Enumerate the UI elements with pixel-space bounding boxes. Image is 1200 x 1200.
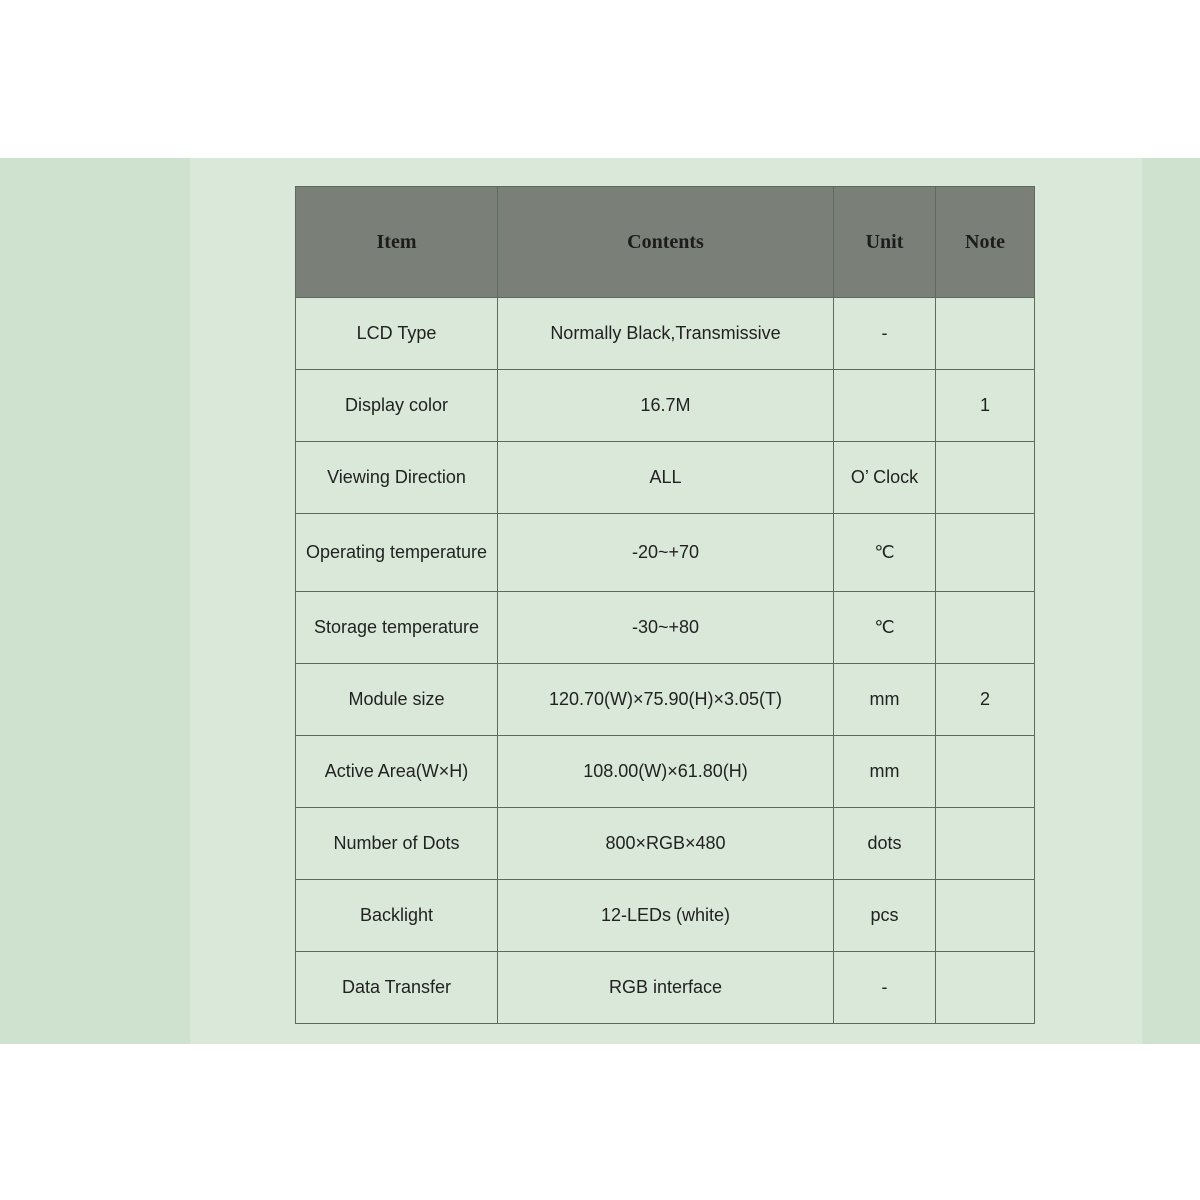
header-unit: Unit [834,187,936,298]
specification-table [295,186,1035,1024]
cell-item: Number of Dots [296,808,498,880]
cell-contents: 16.7M [498,370,834,442]
cell-item: Operating temperature [296,514,498,592]
cell-contents: -30~+80 [498,592,834,664]
cell-item: Storage temperature [296,592,498,664]
cell-contents: Normally Black,Transmissive [498,298,834,370]
cell-contents: 800×RGB×480 [498,808,834,880]
cell-note [936,880,1035,952]
cell-item: Backlight [296,880,498,952]
cell-note [936,736,1035,808]
cell-unit: - [834,952,936,1024]
cell-note [936,298,1035,370]
table-row [296,370,1035,442]
cell-unit [834,370,936,442]
cell-item: Active Area(W×H) [296,736,498,808]
cell-unit: mm [834,664,936,736]
cell-item: Module size [296,664,498,736]
cell-note: 1 [936,370,1035,442]
table-row [296,808,1035,880]
cell-unit: ℃ [834,514,936,592]
table-row [296,880,1035,952]
cell-item: Data Transfer [296,952,498,1024]
cell-note [936,952,1035,1024]
cell-item: Display color [296,370,498,442]
cell-unit: ℃ [834,592,936,664]
cell-contents: -20~+70 [498,514,834,592]
table-row [296,442,1035,514]
table-row [296,514,1035,592]
cell-contents: 108.00(W)×61.80(H) [498,736,834,808]
cell-unit: - [834,298,936,370]
cell-note [936,808,1035,880]
table-row [296,298,1035,370]
table-row [296,736,1035,808]
cell-contents: RGB interface [498,952,834,1024]
table-row [296,952,1035,1024]
header-row [296,187,1035,298]
cell-contents: 12-LEDs (white) [498,880,834,952]
cell-unit: pcs [834,880,936,952]
cell-note [936,592,1035,664]
cell-unit: dots [834,808,936,880]
cell-contents: 120.70(W)×75.90(H)×3.05(T) [498,664,834,736]
cell-item: Viewing Direction [296,442,498,514]
table-row [296,592,1035,664]
header-note: Note [936,187,1035,298]
cell-contents: ALL [498,442,834,514]
table-row [296,664,1035,736]
cell-note: 2 [936,664,1035,736]
header-item: Item [296,187,498,298]
cell-item: LCD Type [296,298,498,370]
cell-note [936,514,1035,592]
header-contents: Contents [498,187,834,298]
cell-unit: mm [834,736,936,808]
cell-unit: O’ Clock [834,442,936,514]
cell-note [936,442,1035,514]
